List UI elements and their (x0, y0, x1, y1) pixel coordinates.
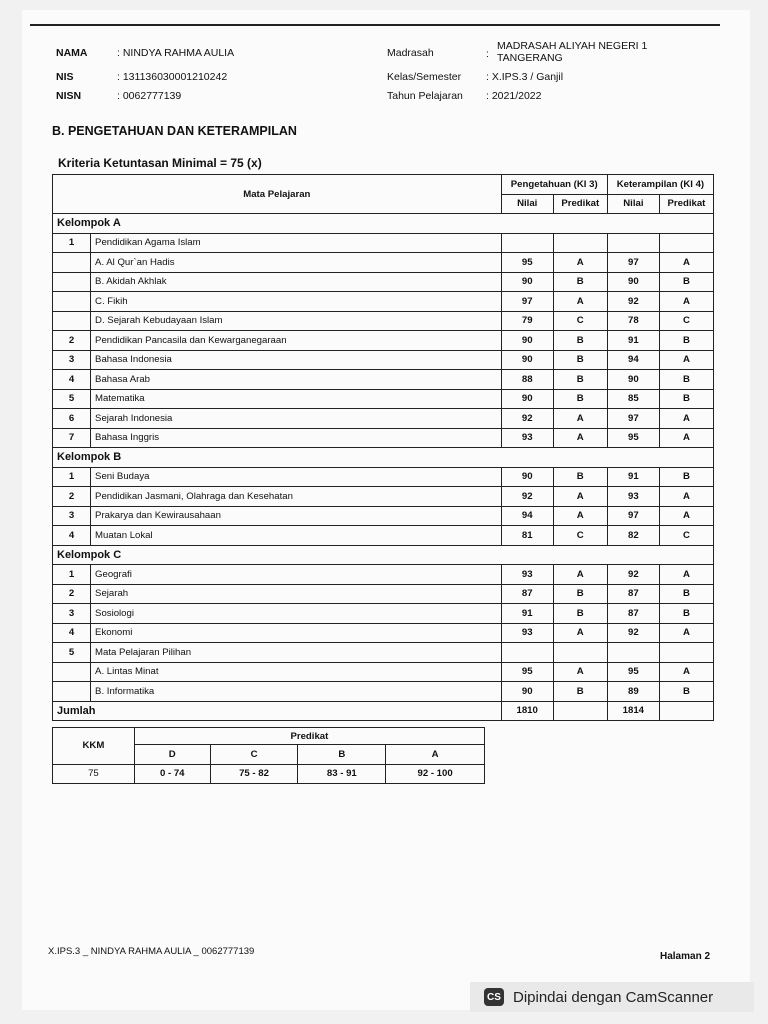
keterampilan-nilai: 95 (607, 662, 659, 682)
subject-name: B. Akidah Akhlak (91, 272, 502, 292)
keterampilan-nilai: 94 (607, 350, 659, 370)
row-number (53, 292, 91, 312)
pengetahuan-predikat: B (553, 331, 607, 351)
pengetahuan-predikat: B (553, 370, 607, 390)
col-ket-nilai: Nilai (607, 194, 659, 214)
subject-name: Seni Budaya (91, 467, 502, 487)
nisn-value: : 0062777139 (117, 90, 182, 102)
row-number (53, 662, 91, 682)
row-number: 6 (53, 409, 91, 429)
table-row (53, 506, 714, 526)
col-pengetahuan: Pengetahuan (KI 3) (501, 175, 607, 195)
table-row (53, 331, 714, 351)
pengetahuan-nilai: 90 (501, 467, 553, 487)
row-number: 3 (53, 350, 91, 370)
pengetahuan-nilai: 95 (501, 662, 553, 682)
pengetahuan-nilai (501, 643, 553, 663)
table-row (53, 292, 714, 312)
madrasah-value-2: TANGERANG (497, 52, 563, 64)
pengetahuan-predikat: B (553, 584, 607, 604)
footer-page-number: Halaman 2 (660, 951, 711, 962)
keterampilan-predikat: B (659, 389, 713, 409)
table-row (53, 604, 714, 624)
row-number: 4 (53, 526, 91, 546)
kkm-table (52, 727, 485, 784)
pengetahuan-nilai: 92 (501, 487, 553, 507)
nis-value: : 131136030001210242 (117, 71, 228, 83)
pengetahuan-nilai: 93 (501, 565, 553, 585)
subject-name: Ekonomi (91, 623, 502, 643)
pengetahuan-nilai (501, 233, 553, 253)
subject-name: Sejarah Indonesia (91, 409, 502, 429)
nama-label: NAMA (56, 47, 88, 59)
keterampilan-nilai: 90 (607, 370, 659, 390)
keterampilan-predikat: C (659, 311, 713, 331)
keterampilan-nilai: 92 (607, 565, 659, 585)
table-row (53, 643, 714, 663)
keterampilan-nilai: 87 (607, 604, 659, 624)
pengetahuan-nilai: 87 (501, 584, 553, 604)
keterampilan-nilai (607, 643, 659, 663)
header-divider (30, 24, 720, 26)
pengetahuan-predikat (553, 233, 607, 253)
keterampilan-nilai: 89 (607, 682, 659, 702)
pengetahuan-predikat: A (553, 623, 607, 643)
keterampilan-predikat: B (659, 331, 713, 351)
row-number: 4 (53, 623, 91, 643)
section-title: B. PENGETAHUAN DAN KETERAMPILAN (52, 124, 297, 138)
pengetahuan-predikat: B (553, 389, 607, 409)
col-ket-predikat: Predikat (659, 194, 713, 214)
jumlah-row (53, 701, 714, 721)
pengetahuan-predikat: C (553, 311, 607, 331)
keterampilan-nilai: 82 (607, 526, 659, 546)
table-row (53, 311, 714, 331)
group-a-label: Kelompok A (53, 214, 714, 234)
subject-name: Sosiologi (91, 604, 502, 624)
subject-name: A. Lintas Minat (91, 662, 502, 682)
table-row (53, 370, 714, 390)
pengetahuan-nilai: 90 (501, 272, 553, 292)
pengetahuan-nilai: 90 (501, 389, 553, 409)
col-keterampilan: Keterampilan (KI 4) (607, 175, 713, 195)
pengetahuan-nilai: 79 (501, 311, 553, 331)
jumlah-peng: 1810 (501, 701, 553, 721)
madrasah-value-1: MADRASAH ALIYAH NEGERI 1 (497, 40, 648, 52)
row-number: 3 (53, 604, 91, 624)
camscanner-watermark (470, 982, 754, 1012)
keterampilan-predikat: B (659, 682, 713, 702)
pengetahuan-nilai: 90 (501, 682, 553, 702)
pengetahuan-nilai: 94 (501, 506, 553, 526)
table-row (53, 428, 714, 448)
keterampilan-nilai: 92 (607, 623, 659, 643)
subject-name: Muatan Lokal (91, 526, 502, 546)
row-number: 1 (53, 233, 91, 253)
table-row (53, 487, 714, 507)
nisn-label: NISN (56, 90, 82, 102)
subject-name: A. Al Qur`an Hadis (91, 253, 502, 273)
pengetahuan-predikat: B (553, 604, 607, 624)
row-number (53, 272, 91, 292)
kkm-value: 75 (53, 764, 135, 784)
range-b: 83 - 91 (298, 764, 386, 784)
keterampilan-nilai: 91 (607, 331, 659, 351)
keterampilan-predikat: A (659, 506, 713, 526)
keterampilan-predikat: B (659, 467, 713, 487)
col-mata-pelajaran: Mata Pelajaran (53, 175, 502, 214)
madrasah-label: Madrasah (387, 47, 434, 59)
table-row (53, 682, 714, 702)
nama-value: : NINDYA RAHMA AULIA (117, 47, 235, 59)
subject-name: Mata Pelajaran Pilihan (91, 643, 502, 663)
keterampilan-nilai: 97 (607, 506, 659, 526)
kkm-label: KKM (53, 728, 135, 765)
keterampilan-predikat (659, 233, 713, 253)
madrasah-colon: : (486, 48, 489, 60)
subject-name: Bahasa Inggris (91, 428, 502, 448)
keterampilan-predikat: C (659, 526, 713, 546)
grade-d: D (134, 745, 210, 765)
subject-name: D. Sejarah Kebudayaan Islam (91, 311, 502, 331)
table-row (53, 565, 714, 585)
keterampilan-nilai: 87 (607, 584, 659, 604)
subject-name: Geografi (91, 565, 502, 585)
pengetahuan-predikat: A (553, 253, 607, 273)
subject-name: Pendidikan Jasmani, Olahraga dan Kesehatan (91, 487, 502, 507)
row-number: 1 (53, 467, 91, 487)
keterampilan-predikat: B (659, 584, 713, 604)
keterampilan-nilai: 85 (607, 389, 659, 409)
pengetahuan-predikat: B (553, 272, 607, 292)
table-row (53, 389, 714, 409)
pengetahuan-predikat: A (553, 565, 607, 585)
grades-table (52, 174, 714, 721)
table-row (53, 467, 714, 487)
table-row (53, 350, 714, 370)
pengetahuan-nilai: 90 (501, 331, 553, 351)
pengetahuan-predikat: A (553, 487, 607, 507)
kkm-title: Kriteria Ketuntasan Minimal = 75 (x) (58, 156, 262, 170)
keterampilan-predikat: A (659, 350, 713, 370)
table-row (53, 272, 714, 292)
table-row (53, 526, 714, 546)
tahun-label: Tahun Pelajaran (387, 90, 463, 102)
keterampilan-predikat: B (659, 604, 713, 624)
jumlah-label: Jumlah (53, 701, 502, 721)
subject-name: Pendidikan Agama Islam (91, 233, 502, 253)
keterampilan-predikat (659, 643, 713, 663)
row-number (53, 311, 91, 331)
row-number (53, 253, 91, 273)
pengetahuan-nilai: 92 (501, 409, 553, 429)
jumlah-ket-empty (659, 701, 713, 721)
range-c: 75 - 82 (210, 764, 298, 784)
jumlah-ket: 1814 (607, 701, 659, 721)
col-peng-predikat: Predikat (553, 194, 607, 214)
table-row (53, 253, 714, 273)
subject-name: Prakarya dan Kewirausahaan (91, 506, 502, 526)
pengetahuan-predikat: A (553, 506, 607, 526)
keterampilan-predikat: A (659, 253, 713, 273)
range-d: 0 - 74 (134, 764, 210, 784)
table-row (53, 662, 714, 682)
group-c-label: Kelompok C (53, 545, 714, 565)
row-number: 4 (53, 370, 91, 390)
camscanner-text: Dipindai dengan CamScanner (513, 988, 714, 1006)
pengetahuan-predikat: A (553, 662, 607, 682)
pengetahuan-nilai: 88 (501, 370, 553, 390)
keterampilan-nilai: 78 (607, 311, 659, 331)
pengetahuan-predikat (553, 643, 607, 663)
table-row (53, 584, 714, 604)
kelas-label: Kelas/Semester (387, 71, 462, 83)
range-a: 92 - 100 (386, 764, 485, 784)
keterampilan-nilai: 97 (607, 253, 659, 273)
row-number: 7 (53, 428, 91, 448)
pengetahuan-nilai: 81 (501, 526, 553, 546)
keterampilan-predikat: A (659, 292, 713, 312)
keterampilan-predikat: A (659, 662, 713, 682)
grade-a: A (386, 745, 485, 765)
pengetahuan-nilai: 93 (501, 428, 553, 448)
subject-name: B. Informatika (91, 682, 502, 702)
pengetahuan-predikat: A (553, 292, 607, 312)
subject-name: Pendidikan Pancasila dan Kewarganegaraan (91, 331, 502, 351)
pengetahuan-nilai: 95 (501, 253, 553, 273)
camscanner-icon: CS (484, 988, 504, 1006)
pengetahuan-predikat: A (553, 428, 607, 448)
subject-name: Bahasa Indonesia (91, 350, 502, 370)
table-row (53, 623, 714, 643)
table-row (53, 409, 714, 429)
group-b-label: Kelompok B (53, 448, 714, 468)
predikat-label: Predikat (134, 728, 484, 745)
row-number: 3 (53, 506, 91, 526)
row-number: 5 (53, 643, 91, 663)
table-row (53, 233, 714, 253)
tahun-value: : 2021/2022 (486, 90, 542, 102)
subject-name: Sejarah (91, 584, 502, 604)
pengetahuan-predikat: C (553, 526, 607, 546)
pengetahuan-predikat: B (553, 467, 607, 487)
keterampilan-nilai: 93 (607, 487, 659, 507)
keterampilan-nilai (607, 233, 659, 253)
pengetahuan-predikat: B (553, 350, 607, 370)
grade-b: B (298, 745, 386, 765)
keterampilan-predikat: A (659, 487, 713, 507)
nis-label: NIS (56, 71, 74, 83)
pengetahuan-predikat: B (553, 682, 607, 702)
keterampilan-nilai: 92 (607, 292, 659, 312)
row-number: 5 (53, 389, 91, 409)
keterampilan-predikat: A (659, 565, 713, 585)
subject-name: Bahasa Arab (91, 370, 502, 390)
footer-student-info: X.IPS.3 _ NINDYA RAHMA AULIA _ 0062777139 (48, 946, 255, 957)
keterampilan-nilai: 95 (607, 428, 659, 448)
subject-name: Matematika (91, 389, 502, 409)
pengetahuan-predikat: A (553, 409, 607, 429)
row-number (53, 682, 91, 702)
row-number: 1 (53, 565, 91, 585)
pengetahuan-nilai: 90 (501, 350, 553, 370)
row-number: 2 (53, 487, 91, 507)
kelas-value: : X.IPS.3 / Ganjil (486, 71, 564, 83)
keterampilan-predikat: A (659, 623, 713, 643)
pengetahuan-nilai: 97 (501, 292, 553, 312)
keterampilan-nilai: 91 (607, 467, 659, 487)
keterampilan-predikat: B (659, 370, 713, 390)
jumlah-peng-empty (553, 701, 607, 721)
row-number: 2 (53, 584, 91, 604)
col-peng-nilai: Nilai (501, 194, 553, 214)
row-number: 2 (53, 331, 91, 351)
keterampilan-predikat: A (659, 409, 713, 429)
keterampilan-predikat: A (659, 428, 713, 448)
keterampilan-nilai: 90 (607, 272, 659, 292)
subject-name: C. Fikih (91, 292, 502, 312)
keterampilan-predikat: B (659, 272, 713, 292)
pengetahuan-nilai: 91 (501, 604, 553, 624)
pengetahuan-nilai: 93 (501, 623, 553, 643)
grade-c: C (210, 745, 298, 765)
keterampilan-nilai: 97 (607, 409, 659, 429)
